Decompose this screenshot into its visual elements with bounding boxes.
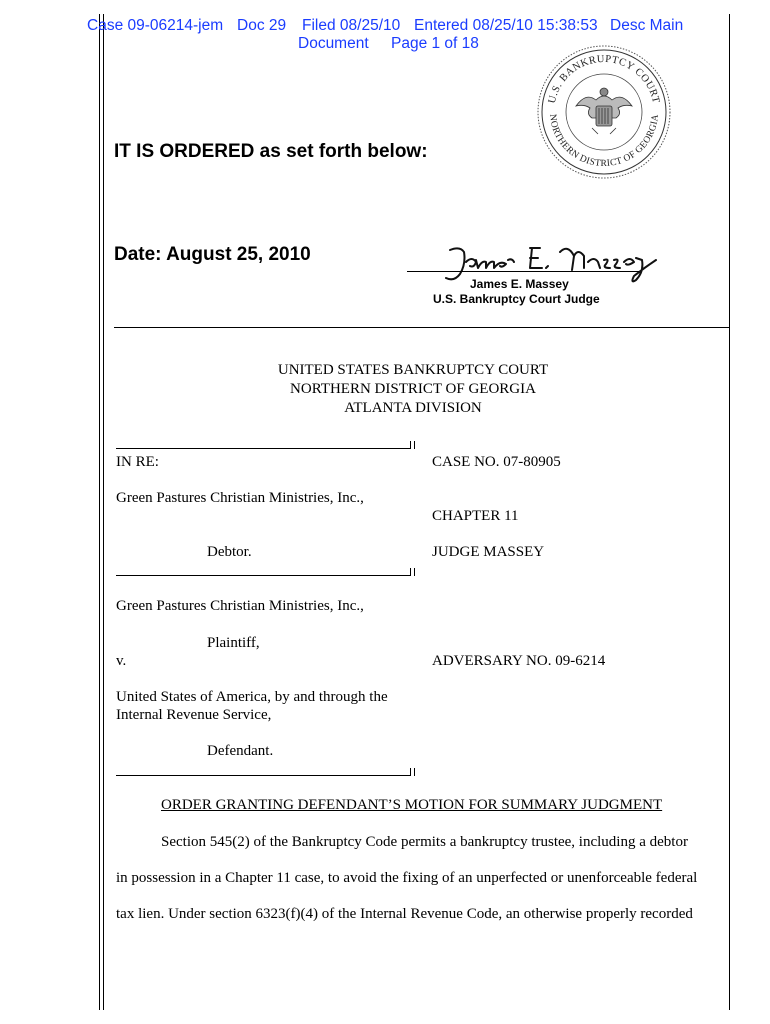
entered-date: Entered 08/25/10 15:38:53 xyxy=(414,17,598,34)
filed-date: Filed 08/25/10 xyxy=(302,17,401,34)
court-seal-image xyxy=(536,44,672,180)
district-name: NORTHERN DISTRICT OF GEORGIA xyxy=(290,381,536,397)
defendant-name-line1: United States of America, by and through the xyxy=(116,689,388,705)
order-title: IT IS ORDERED as set forth below: xyxy=(114,141,428,162)
plaintiff-name: Green Pastures Christian Ministries, Inc., xyxy=(116,598,364,614)
page-count: Page 1 of 18 xyxy=(391,35,479,52)
judge-name: James E. Massey xyxy=(470,277,569,291)
chapter-label: CHAPTER 11 xyxy=(432,508,519,524)
left-margin-line-inner xyxy=(103,14,104,1010)
document-label: Document xyxy=(298,35,369,52)
desc-main: Desc Main xyxy=(610,17,684,34)
versus-label: v. xyxy=(116,653,127,669)
caption-rule-3 xyxy=(116,775,410,776)
left-margin-line-outer xyxy=(99,14,100,1010)
header-divider xyxy=(114,327,729,328)
svg-text:U.S. BANKRUPTCY COURT: U.S. BANKRUPTCY COURT xyxy=(546,53,662,105)
adversary-number: ADVERSARY NO. 09-6214 xyxy=(432,653,606,669)
case-number: Case 09-06214-jem xyxy=(87,17,224,34)
caption-rule-2 xyxy=(116,575,410,576)
body-line-2: in possession in a Chapter 11 case, to avoid the fixing of an unperfected or unenforceable federal xyxy=(116,870,698,886)
body-line-3: tax lien. Under section 6323(f)(4) of the Internal Revenue Code, an otherwise properly recorded xyxy=(116,906,693,922)
doc-number: Doc 29 xyxy=(237,17,287,34)
court-name: UNITED STATES BANKRUPTCY COURT xyxy=(277,362,549,378)
defendant-name-line2: Internal Revenue Service, xyxy=(116,707,272,723)
svg-text:NORTHERN DISTRICT OF GEORGIA: NORTHERN DISTRICT OF GEORGIA xyxy=(546,113,662,170)
in-re-label: IN RE: xyxy=(116,454,159,470)
judge-caption: JUDGE MASSEY xyxy=(432,544,545,560)
caption-rule-1 xyxy=(116,448,410,449)
caption-rule-1-end xyxy=(410,441,415,449)
judge-title: U.S. Bankruptcy Court Judge xyxy=(433,292,600,306)
signature-line xyxy=(407,271,639,272)
case-number-caption: CASE NO. 07-80905 xyxy=(432,454,561,470)
debtor-label: Debtor. xyxy=(207,544,252,560)
defendant-label: Defendant. xyxy=(207,743,274,759)
debtor-name: Green Pastures Christian Ministries, Inc., xyxy=(116,490,364,506)
caption-rule-3-end xyxy=(410,768,415,776)
plaintiff-label: Plaintiff, xyxy=(207,635,260,651)
right-margin-line xyxy=(729,14,730,1010)
body-line-1: Section 545(2) of the Bankruptcy Code permits a bankruptcy trustee, including a debtor xyxy=(161,834,688,850)
division-name: ATLANTA DIVISION xyxy=(344,400,482,416)
order-heading: ORDER GRANTING DEFENDANT’S MOTION FOR SUMMARY JUDGMENT xyxy=(161,797,663,813)
caption-rule-2-end xyxy=(410,568,415,576)
order-date: Date: August 25, 2010 xyxy=(114,244,311,265)
